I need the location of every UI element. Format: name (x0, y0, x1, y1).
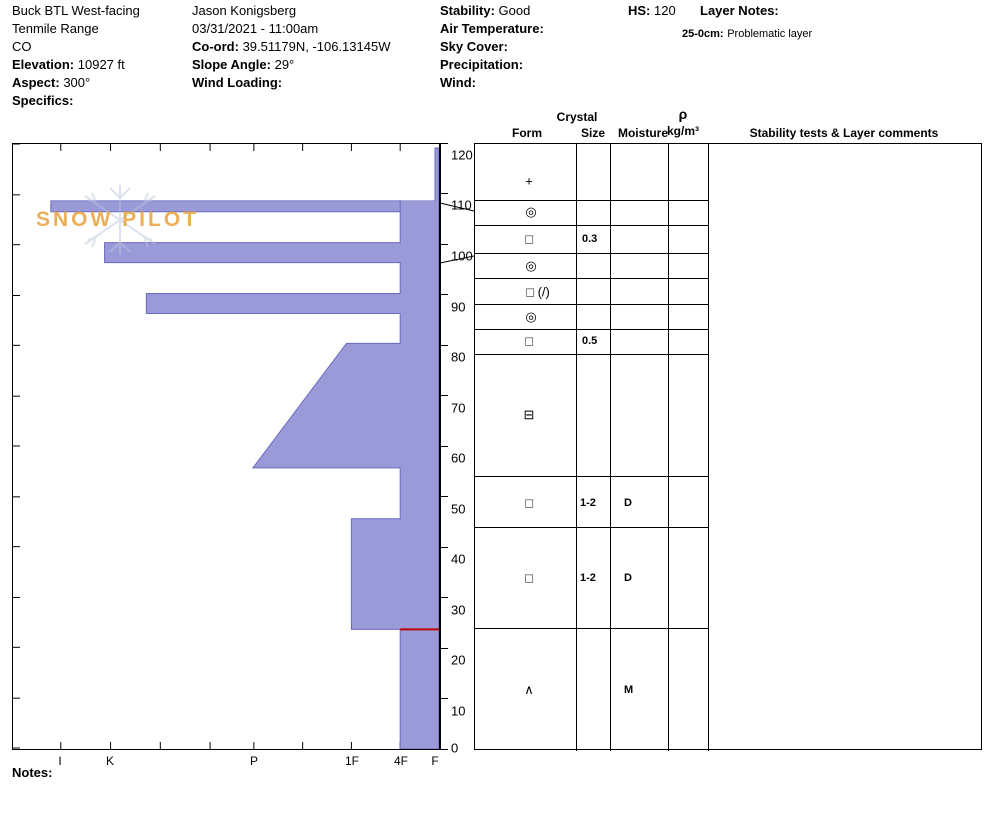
range-name: Tenmile Range (12, 21, 99, 36)
layer-boundary-55 (474, 476, 709, 477)
snowpilot-wordmark: SNOW PILOT (36, 208, 199, 231)
hardness-scale (12, 750, 440, 772)
density-symbol-header: ρ (678, 106, 688, 122)
layer-boundary-107 (474, 225, 709, 226)
layer-form-2: □ (525, 231, 533, 247)
layer-table[interactable] (474, 143, 982, 750)
layer-form-1: ◎ (525, 204, 537, 219)
observation-datetime: 03/31/2021 - 11:00am (192, 21, 319, 36)
wind-loading-field (192, 75, 282, 90)
size-moisture-divider (610, 143, 611, 751)
wind-label: Wind: (440, 75, 476, 90)
axis-label-100: 100 (451, 248, 473, 264)
air-temperature-field (440, 21, 544, 36)
site-name: Buck BTL West-facing (12, 3, 140, 18)
precipitation-field (440, 57, 523, 72)
layer-form-8: □ (525, 495, 533, 511)
axis-label-30: 30 (451, 602, 466, 618)
layer-boundary-86 (474, 329, 709, 330)
slope-angle-value: 29° (274, 57, 295, 72)
precipitation-label: Precipitation: (440, 57, 524, 72)
observer-name: Jason Konigsberg (192, 3, 297, 18)
coordinates-field (192, 39, 390, 54)
layer-size-2: 0.3 (582, 233, 598, 245)
axis-label-20: 20 (451, 652, 466, 668)
axis-label-90: 90 (451, 299, 466, 315)
layer-form-7: ⊟ (523, 407, 535, 422)
aspect-label: Aspect: (12, 75, 60, 90)
coordinates-value: 39.51179N, -106.13145W (242, 39, 391, 54)
axis-label-60: 60 (451, 450, 466, 466)
layer-form-9: □ (525, 570, 533, 586)
layer-notes-header (700, 3, 779, 18)
slope-angle-label: Slope Angle: (192, 57, 271, 72)
layer-boundary-96 (474, 278, 709, 279)
layer-size-8: 1-2 (580, 497, 596, 509)
layer-size-6: 0.5 (582, 335, 598, 347)
hs-value: 120 (654, 3, 676, 18)
axis-label-80: 80 (451, 349, 466, 365)
moisture-density-divider (668, 143, 669, 751)
sky-cover-field (440, 39, 508, 54)
density-comments-divider (708, 143, 709, 751)
layer-form-10: ∧ (524, 682, 534, 697)
state-name: CO (12, 39, 32, 54)
aspect-value: 300° (63, 75, 91, 90)
aspect-field (12, 75, 90, 90)
layer-form-0: + (525, 173, 533, 189)
hs-label: HS: (628, 3, 651, 18)
wind-field (440, 75, 476, 90)
layer-moisture-8: D (624, 497, 632, 509)
axis-label-40: 40 (451, 551, 466, 567)
hardness-label-1f: 1F (344, 754, 360, 768)
comments-header: Stability tests & Layer comments (749, 126, 939, 140)
axis-label-0: 0 (451, 740, 459, 756)
coordinates-label: Co-ord: (192, 39, 239, 54)
stability-value: Good (498, 3, 531, 18)
elevation-label: Elevation: (12, 57, 75, 72)
layer-form-5: ◎ (525, 309, 537, 324)
moisture-header: Moisture (617, 126, 668, 140)
layer-moisture-9: D (624, 572, 632, 584)
layer-form-4: □ (/) (526, 284, 550, 300)
sky-cover-label: Sky Cover: (440, 39, 508, 54)
layer-size-9: 1-2 (580, 572, 596, 584)
layer-boundary-112 (474, 200, 709, 201)
density-units-header: kg/m³ (666, 124, 699, 138)
layer-boundary-45 (474, 527, 709, 528)
elevation-value: 10927 ft (77, 57, 125, 72)
layer-boundary-91 (474, 304, 709, 305)
hardness-label-p: P (249, 754, 259, 768)
slope-angle-field (192, 57, 294, 72)
layer-form-6: □ (525, 333, 533, 349)
hs-field (628, 3, 676, 18)
form-size-divider (576, 143, 577, 751)
crystal-header: Crystal (556, 110, 598, 124)
layer-note-entry (682, 25, 812, 40)
specifics-label: Specifics: (12, 93, 74, 108)
elevation-field (12, 57, 125, 72)
stability-label: Stability: (440, 3, 495, 18)
notes-label: Notes: (12, 765, 53, 780)
hardness-label-f: F (431, 754, 439, 768)
layer-form-3: ◎ (525, 258, 537, 273)
wind-loading-label: Wind Loading: (192, 75, 283, 90)
layer-notes-label: Layer Notes: (700, 3, 779, 18)
size-header: Size (580, 126, 605, 140)
axis-label-70: 70 (451, 400, 466, 416)
axis-label-50: 50 (451, 501, 466, 517)
hardness-label-4f: 4F (393, 754, 409, 768)
hardness-label-i: I (58, 754, 62, 768)
layer-boundary-101 (474, 253, 709, 254)
specifics-field (12, 93, 73, 108)
axis-label-120: 120 (451, 147, 473, 163)
axis-label-10: 10 (451, 703, 466, 719)
layer-boundary-80 (474, 354, 709, 355)
layer-boundary-25 (474, 628, 709, 629)
layer-note-depth: 25-0cm: (682, 28, 724, 40)
form-header: Form (512, 126, 542, 140)
layer-note-text: Problematic layer (727, 28, 813, 40)
air-temperature-label: Air Temperature: (440, 21, 544, 36)
stability-field (440, 3, 530, 18)
profile-header (0, 0, 994, 108)
hardness-label-k: K (105, 754, 115, 768)
axis-label-110: 110 (451, 197, 472, 213)
layer-moisture-10: M (624, 684, 634, 696)
